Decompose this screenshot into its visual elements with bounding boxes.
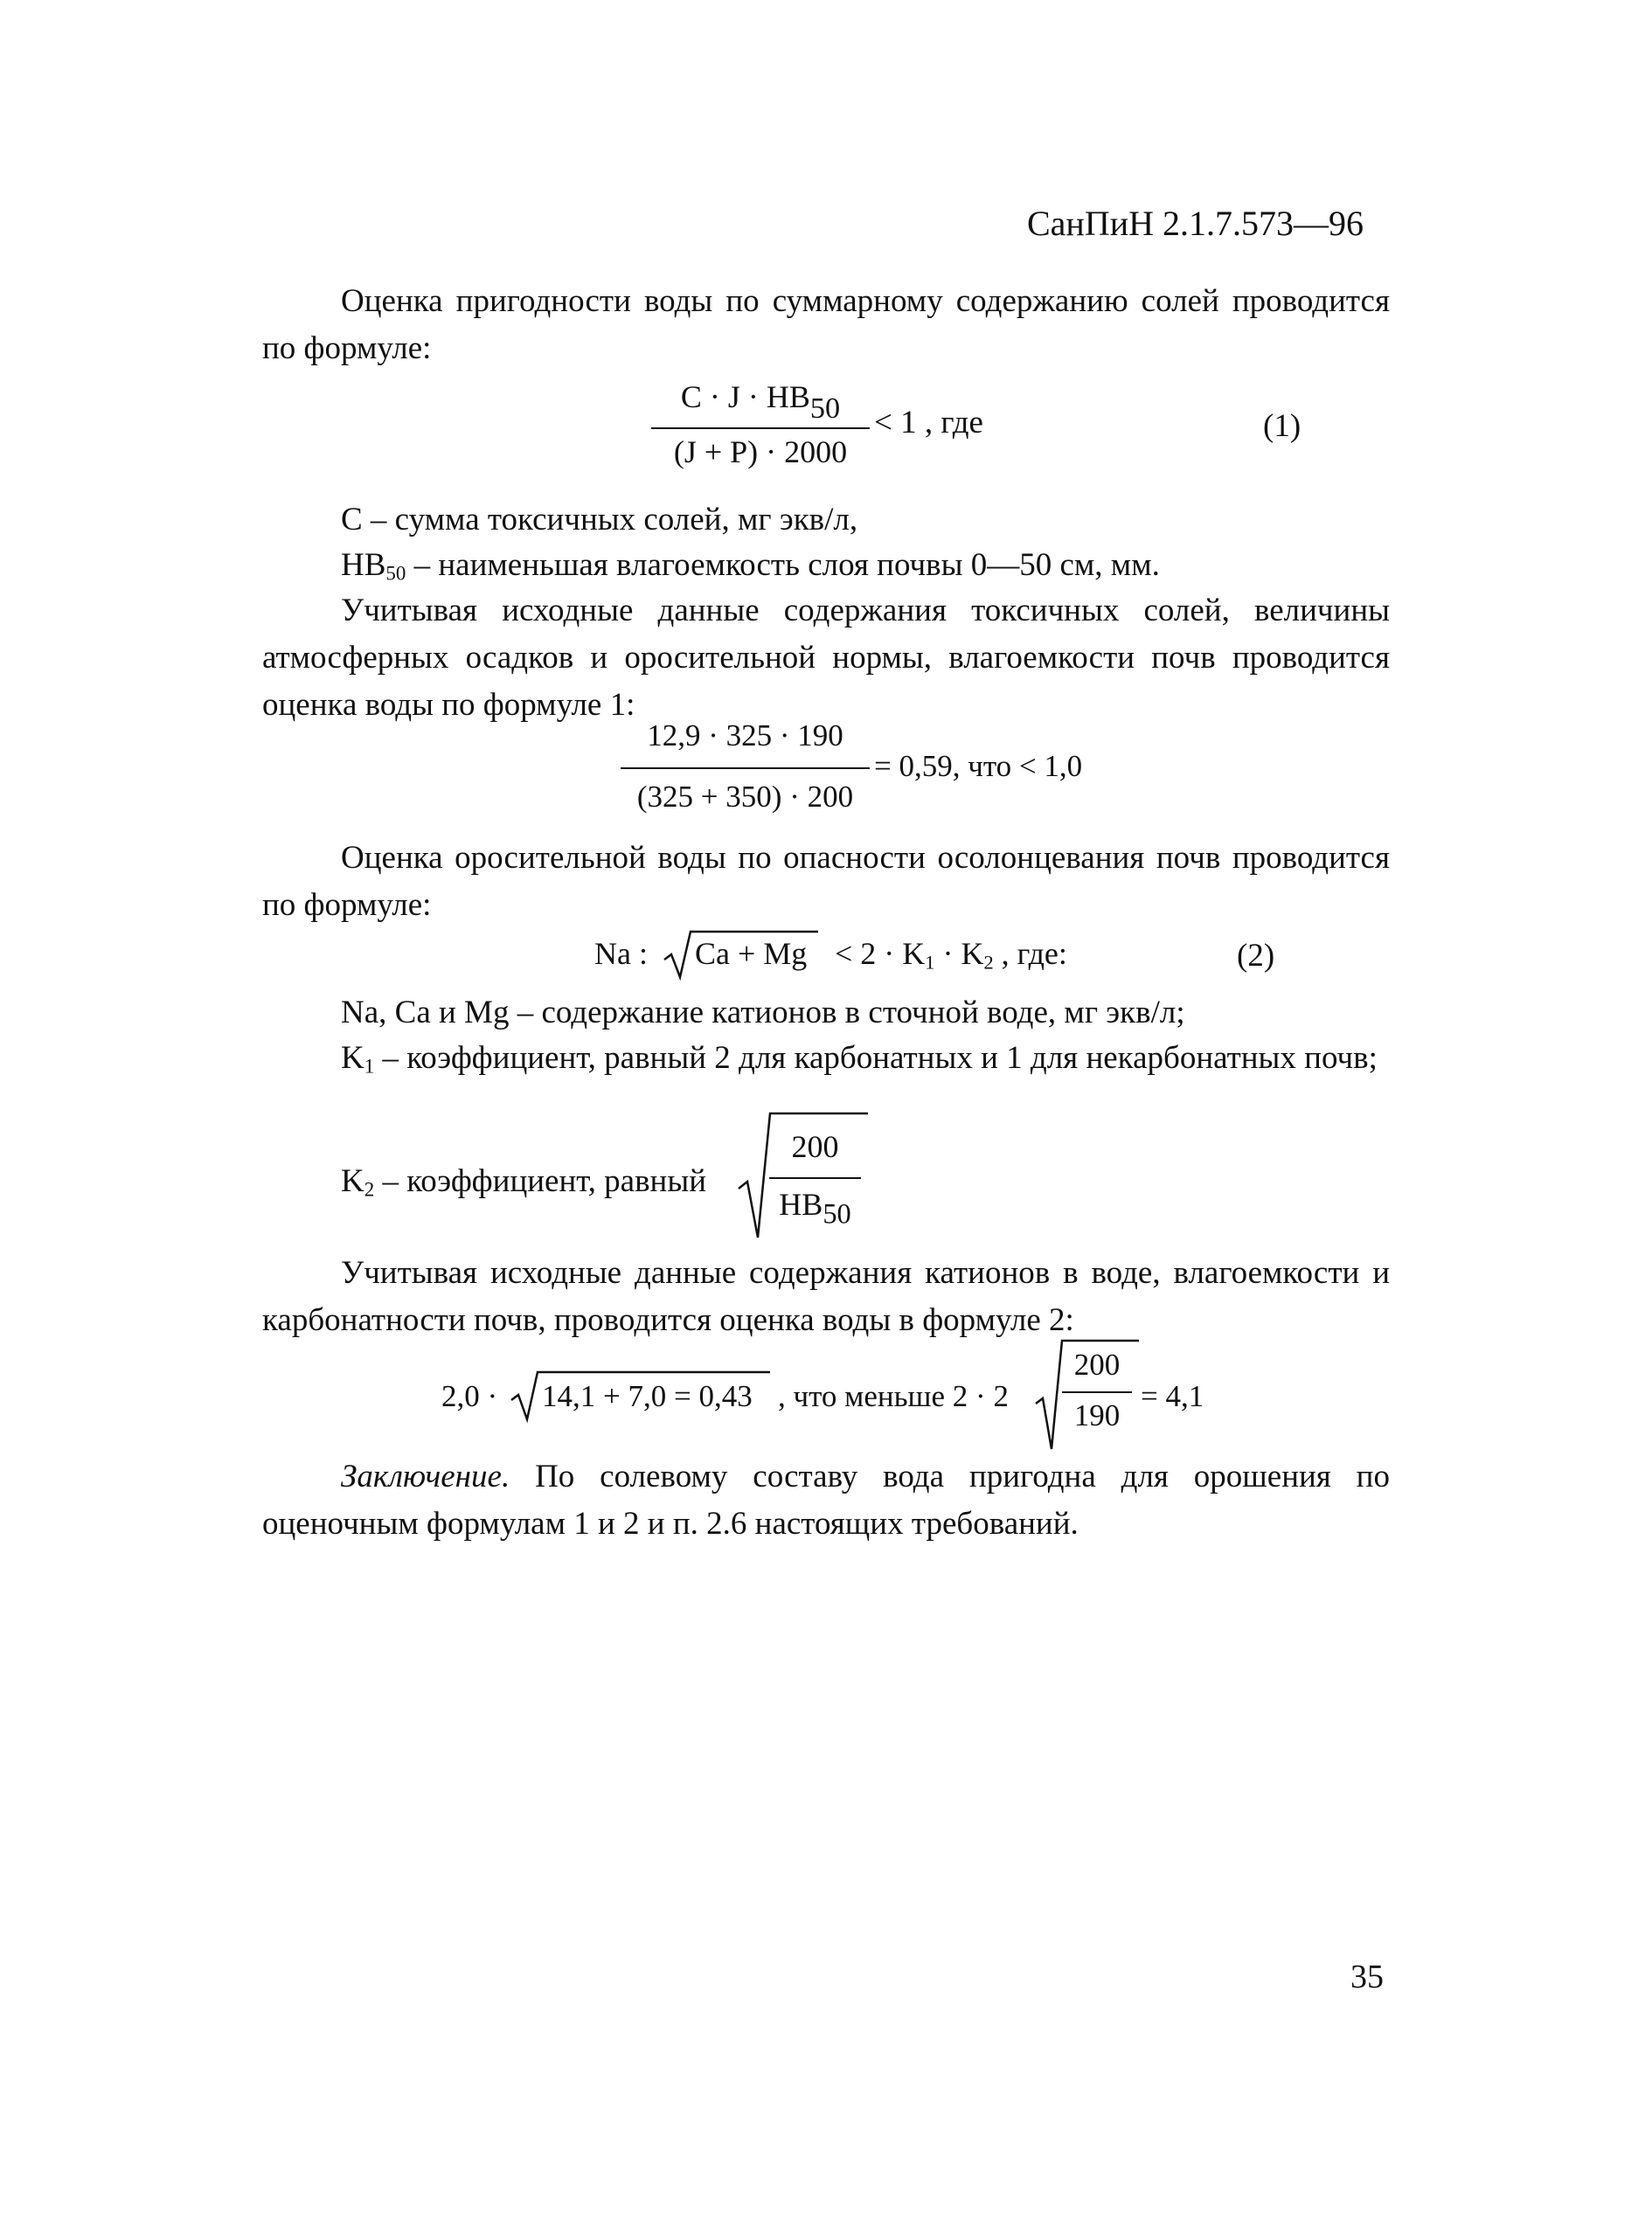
formula-1-fraction [651,374,870,472]
formula-2-rhs: < $2 \cdot K_1 \cdot K_2$ , где: [835,936,1067,974]
formula-1-number: (1) [1263,408,1301,444]
definition-k2-text: $K_2$ – коэффициент, равный [341,1163,707,1201]
formula-1-bar [651,427,870,429]
calculation-2-numerator: 200 [1073,1348,1121,1382]
calculation-2-denominator: 190 [1073,1398,1121,1432]
paragraph-sodium-hazard: Оценка оросительной воды по опасности осолонцевания почв проводится по формуле: [262,840,1390,923]
definition-c: С – сумма токсичных солей, мг экв/л, [341,502,858,537]
calculation-1-tail: = 0,59, что < 1,0 [874,749,1083,783]
calculation-1-denominator: (325 + 350) · 200 [636,780,854,814]
formula-1-tail: < 1 , где [874,405,983,440]
k2-numerator: 200 [791,1129,839,1164]
page-number: 35 [1350,1959,1384,1995]
calculation-2-lhs: 2,0 · [441,1379,498,1413]
k2-denominator: $HB_{50}$ [779,1187,851,1231]
conclusion-text: По солевому составу вода пригодна для орошения по оценочным формулам 1 и 2 и п. 2.6 настоящих требований. [262,1459,1390,1542]
k2-fraction [769,1127,861,1231]
conclusion-label: Заключение. [341,1459,510,1494]
paragraph-conclusion [262,1453,1390,1548]
formula-2-lhs: Na : [594,936,648,971]
formula-1-denominator: (J + P) · 2000 [673,434,848,469]
definition-hb: $НВ_{50}$ – наименьшая влагоемкость слоя почвы 0—50 см, мм. [341,547,1160,585]
calculation-2-radicand: 14,1 + 7,0 = 0,43 [542,1379,753,1413]
calculation-2-bar [1062,1391,1132,1393]
document-code: СанПиН 2.1.7.573—96 [1027,204,1364,243]
paragraph-toxic-salts: Учитывая исходные данные содержания токсичных солей, величины атмосферных осадков и оросительной нормы, влагоемкости почв проводится оценка воды по формуле 1: [262,593,1390,723]
definition-na: Na, Ca и Mg – содержание катионов в сточной воде, мг экв/л; [341,995,1185,1030]
k2-bar [769,1177,861,1179]
paragraph-cations: Учитывая исходные данные содержания катионов в воде, влагоемкости и карбонатности почв, проводится оценка воды в формуле 2: [262,1255,1390,1338]
paragraph-salt-assessment: Оценка пригодности воды по суммарному содержанию солей проводится по формуле: [262,283,1390,366]
calculation-2-fraction [1062,1346,1132,1435]
calculation-2-tail: = 4,1 [1141,1379,1204,1413]
calculation-1-fraction [621,715,870,818]
formula-1-numerator: $C \cdot J \cdot HB_{50}$ [680,379,841,425]
calculation-1-numerator: 12,9 · 325 · 190 [647,718,843,752]
formula-2-number: (2) [1237,938,1275,974]
calculation-2-mid: , что меньше 2 · 2 [778,1379,1009,1413]
calculation-1-bar [621,767,870,769]
definition-k1: $K_1$ – коэффициент, равный 2 для карбонатных и 1 для некарбонатных почв; [341,1040,1378,1078]
formula-2-radicand: Ca + Mg [695,936,808,971]
